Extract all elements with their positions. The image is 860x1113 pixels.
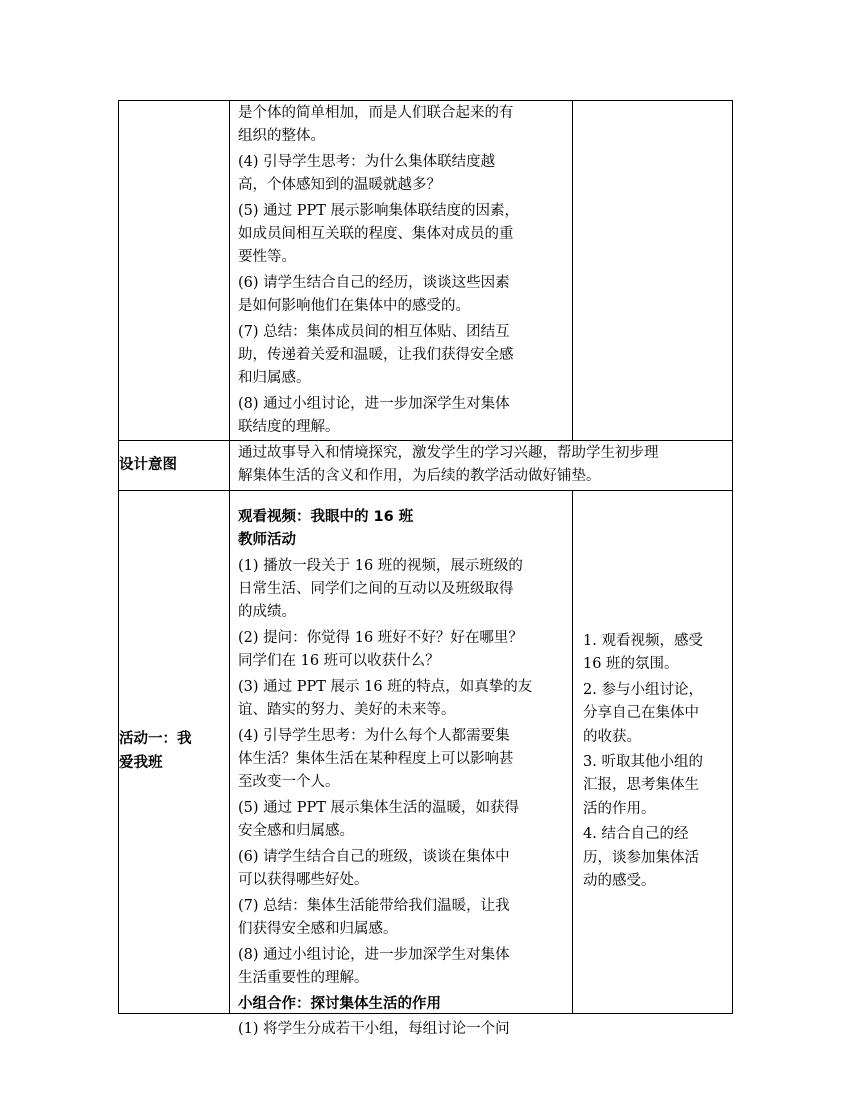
video-heading: 观看视频：我眼中的 16 班 — [238, 508, 414, 525]
text-line: 联结度的理解。 — [238, 419, 340, 436]
activity-label-line: 活动一：我 — [119, 731, 192, 748]
paragraph — [238, 797, 568, 843]
design-intent-cell — [230, 440, 733, 490]
teacher-activity-heading: 教师活动 — [238, 531, 296, 548]
text-line: 和归属感。 — [238, 370, 311, 387]
text-line: 生活重要性的理解。 — [238, 969, 369, 986]
text-line: 解集体生活的含义和作用，为后续的教学活动做好铺垫。 — [238, 468, 601, 485]
text-line: 的成绩。 — [238, 603, 296, 620]
text-line: (5) 通过 PPT 展示影响集体联结度的因素， — [238, 202, 520, 219]
text-line: (1) 将学生分成若干小组，每组讨论一个问 — [238, 1021, 510, 1038]
paragraph — [238, 846, 568, 892]
text-line: 通过故事导入和情境探究，激发学生的学习兴趣，帮助学生初步理 — [238, 444, 659, 461]
text-line: 要性等。 — [238, 249, 296, 266]
text-line: 组织的整体。 — [238, 128, 325, 145]
text-line: (7) 总结：集体成员间的相互体贴、团结互 — [238, 324, 510, 341]
text-line: 汇报，思考集体生 — [583, 777, 699, 794]
text-line: (4) 引导学生思考：为什么集体联结度越 — [238, 153, 496, 170]
text-line: 3. 听取其他小组的 — [583, 754, 703, 771]
text-line: (6) 请学生结合自己的经历，谈谈这些因素 — [238, 275, 510, 292]
paragraph — [238, 151, 568, 197]
text-line: (8) 通过小组讨论，进一步加深学生对集体 — [238, 946, 510, 963]
text-line: 日常生活、同学们之间的互动以及班级取得 — [238, 580, 514, 597]
table-row — [119, 101, 733, 441]
lesson-plan-table — [118, 100, 733, 1038]
text-line: (8) 通过小组讨论，进一步加深学生对集体 — [238, 396, 510, 413]
text-line: 16 班的氛围。 — [583, 656, 679, 673]
text-line: 至改变一个人。 — [238, 774, 340, 791]
text-line: (1) 播放一段关于 16 班的视频，展示班级的 — [238, 557, 523, 574]
text-line: 分享自己在集体中 — [583, 705, 699, 722]
student-activity-item — [583, 630, 728, 676]
student-activity-item — [583, 751, 728, 821]
design-intent-label: 设计意图 — [119, 456, 177, 473]
activity-label-line: 爱我班 — [119, 754, 163, 771]
paragraph — [238, 676, 568, 722]
text-line: 高，个体感知到的温暖就越多？ — [238, 177, 441, 194]
text-line: 是个体的简单相加，而是人们联合起来的有 — [238, 105, 514, 121]
text-line: 是如何影响他们在集体中的感受的。 — [238, 298, 470, 315]
table-row — [119, 490, 733, 1013]
paragraph — [238, 200, 568, 270]
table-row — [119, 440, 733, 490]
paragraph — [238, 393, 568, 439]
text-line: 1. 观看视频，感受 — [583, 633, 703, 650]
student-activity-item — [583, 679, 728, 749]
text-line: (7) 总结：集体生活能带给我们温暖，让我 — [238, 897, 510, 914]
paragraph — [238, 555, 568, 625]
text-line: 助，传递着关爱和温暖，让我们获得安全感 — [238, 347, 514, 364]
text-line: 安全感和归属感。 — [238, 823, 354, 839]
text-line: 动的感受。 — [583, 872, 656, 889]
paragraph — [238, 321, 568, 391]
text-line: 体生活？集体生活在某种程度上可以影响甚 — [238, 750, 514, 767]
text-line: 同学们在 16 班可以收获什么？ — [238, 652, 440, 669]
text-line: (5) 通过 PPT 展示集体生活的温暖，如获得 — [238, 799, 520, 816]
student-activity-cell — [573, 490, 733, 1013]
text-line: 2. 参与小组讨论， — [583, 682, 703, 699]
teacher-activity-cell — [230, 490, 573, 1038]
text-line: 历，谈参加集体活 — [583, 849, 699, 866]
text-line: (6) 请学生结合自己的班级，谈谈在集体中 — [238, 848, 510, 865]
paragraph — [238, 627, 568, 673]
paragraph — [238, 102, 568, 148]
design-intent-label-cell — [119, 440, 230, 490]
group-work-heading: 小组合作：探讨集体生活的作用 — [238, 995, 441, 1012]
paragraph — [238, 272, 568, 318]
text-line: 的收获。 — [583, 728, 641, 745]
text-line: (4) 引导学生思考：为什么每个人都需要集 — [238, 727, 510, 744]
student-activity-cell-empty — [573, 101, 733, 441]
paragraph — [238, 895, 568, 941]
text-line: (2) 提问：你觉得 16 班好不好？好在哪里？ — [238, 629, 523, 646]
activity-label-cell — [119, 490, 230, 1013]
text-line: 可以获得哪些好处。 — [238, 871, 369, 888]
student-activity-item — [583, 823, 728, 893]
text-line: 谊、踏实的努力、美好的未来等。 — [238, 701, 456, 718]
paragraph — [238, 725, 568, 795]
text-line: 4. 结合自己的经 — [583, 826, 689, 843]
teacher-activity-cell — [230, 101, 573, 441]
paragraph — [238, 944, 568, 990]
text-line: 活的作用。 — [583, 800, 656, 817]
text-line: 们获得安全感和归属感。 — [238, 920, 398, 937]
label-cell-empty — [119, 101, 230, 441]
text-line: 如成员间相互关联的程度、集体对成员的重 — [238, 226, 514, 243]
text-line: (3) 通过 PPT 展示 16 班的特点，如真挚的友 — [238, 678, 533, 695]
